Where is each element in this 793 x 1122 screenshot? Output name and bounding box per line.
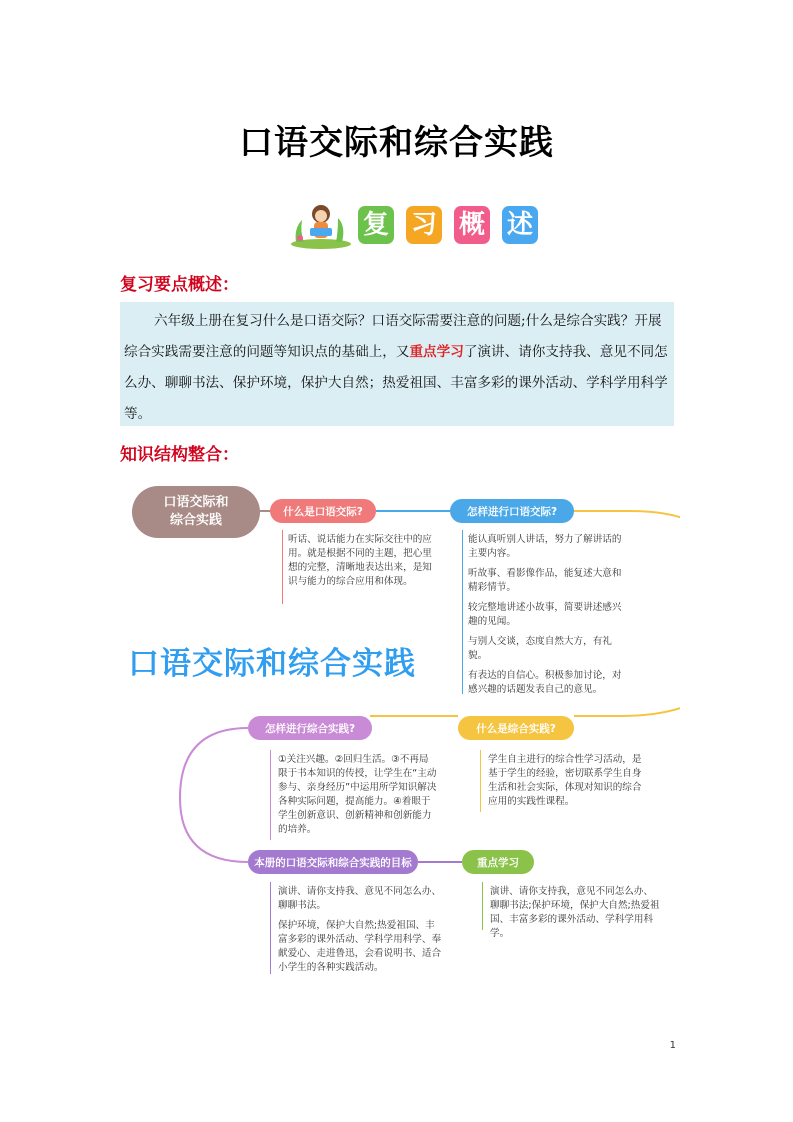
goals-node: 本册的口语交际和综合实践的目标 bbox=[248, 850, 418, 874]
focus-text: 演讲、请你支持我，意见不同怎么办、聊聊书法;保护环境，保护大自然;热爱祖国、丰富多彩的课外活动、学科学用科学。 bbox=[490, 886, 660, 939]
summary-paragraph: 六年级上册在复习什么是口语交际？口语交际需要注意的问题;什么是综合实践？开展综合实践需要注意的问题等知识点的基础上，又重点学习了演讲、请你支持我、意见不同怎么办、聊聊书法、保护环境，保护大自然；热爱祖国、丰富多彩的课外活动、学科学用科学等。 bbox=[120, 302, 674, 426]
how-oral-communication-list bbox=[468, 533, 628, 703]
review-overview-banner bbox=[288, 198, 548, 252]
mind-map-center-title: 口语交际和综合实践 bbox=[128, 646, 416, 682]
root-node: 口语交际和 综合实践 bbox=[132, 486, 260, 538]
what-is-practice-text: 学生自主进行的综合性学习活动，是基于学生的经验，密切联系学生自身生活和社会实际，体现对知识的综合应用的实践性课程。 bbox=[488, 754, 642, 807]
section-heading-structure: 知识结构整合： bbox=[120, 445, 239, 465]
reading-girl-illustration bbox=[288, 198, 354, 252]
goals-list bbox=[278, 885, 443, 981]
list-item: 保护环境，保护大自然;热爱祖国、丰富多彩的课外活动、学科学用科学、奉献爱心、走进鲁迅，会看说明书、适合小学生的各种实践活动。 bbox=[278, 920, 442, 973]
focus-node: 重点学习 bbox=[462, 850, 534, 874]
page-title: 口语交际和综合实践 bbox=[239, 123, 554, 163]
what-is-oral-communication-node: 什么是口语交际? bbox=[270, 499, 376, 523]
how-practice-text: ①关注兴趣。②回归生活。③不再局限于书本知识的传授，让学生在“主动参与、亲身经历”中运用所学知识解决各种实际问题，提高能力。④着眼于学生创新意识、创新精神和创新能力的培养。 bbox=[278, 754, 437, 835]
banner-char-1: 复 bbox=[358, 206, 394, 244]
banner-char-4: 述 bbox=[502, 206, 538, 244]
list-item: 与别人交谈，态度自然大方，有礼貌。 bbox=[468, 636, 612, 661]
list-item: 能认真听别人讲话，努力了解讲话的主要内容。 bbox=[468, 534, 622, 559]
what-is-oral-communication-text: 听话、说话能力在实际交往中的应用。就是根据不同的主题，把心里想的完整，清晰地表达出来，是知识与能力的综合应用和体现。 bbox=[288, 534, 432, 587]
banner-char-3: 概 bbox=[454, 206, 490, 244]
list-item: 演讲、请你支持我、意见不同怎么办、聊聊书法。 bbox=[278, 886, 442, 911]
how-oral-communication-node: 怎样进行口语交际? bbox=[450, 499, 574, 523]
what-is-practice-node: 什么是综合实践? bbox=[458, 716, 574, 740]
page-number: 1 bbox=[669, 1040, 676, 1051]
banner-char-2: 习 bbox=[406, 206, 442, 244]
section-heading-overview: 复习要点概述： bbox=[120, 275, 239, 295]
list-item: 听故事、看影像作品，能复述大意和精彩情节。 bbox=[468, 568, 622, 593]
list-item: 有表达的自信心。积极参加讨论，对感兴趣的话题发表自己的意见。 bbox=[468, 670, 622, 695]
mind-map bbox=[120, 478, 680, 998]
highlight-text: 重点学习 bbox=[409, 344, 464, 360]
list-item: 较完整地讲述小故事，简要讲述感兴趣的见闻。 bbox=[468, 602, 622, 627]
how-practice-node: 怎样进行综合实践? bbox=[248, 716, 372, 740]
